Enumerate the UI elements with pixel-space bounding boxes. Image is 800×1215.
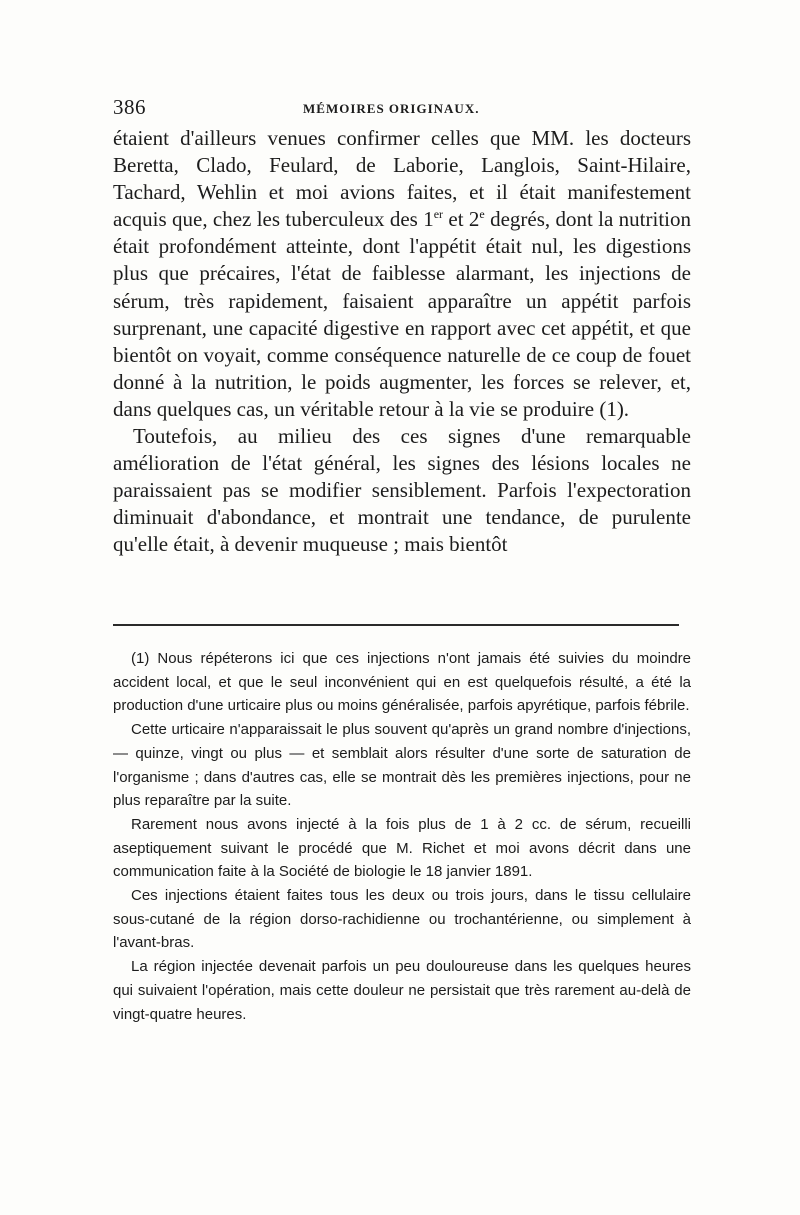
footnote-2: Cette urticaire n'apparaissait le plus souvent qu'après un grand nombre d'injections, — quinze, vingt ou plus — et semblait alors résulter d'une sorte de saturation de l'organisme ; dans d'autres cas, elle se montrait dès les premières injections, pour ne plus reparaître par la suite. [113, 721, 691, 810]
main-text [113, 125, 691, 559]
footnote-3: Rarement nous avons injecté à la fois plus de 1 à 2 cc. de sérum, recueilli aseptiquement suivant le procédé que M. Richet et moi avons décrit dans une communication faite à la Société de biologie le 18 janvier 1891. [113, 815, 691, 881]
p1-sup-e: e [479, 207, 485, 222]
body-paragraph-2: Toutefois, au milieu des ces signes d'une remarquable amélioration de l'état général, les signes des lésions locales ne paraissaient pas se modifier sensiblement. Parfois l'expectoration diminuait d'abondance, et montrait une tendance, de purulente qu'elle était, à devenir muqueuse ; mais bientôt [113, 424, 691, 557]
footnote-5: La région injectée devenait parfois un peu douloureuse dans les quelques heures qui suivaient l'opération, mais cette douleur ne persistait que très rarement au-delà de vingt-quatre heures. [113, 958, 691, 1023]
page-number: 386 [113, 95, 146, 119]
footnotes [113, 647, 691, 1026]
p1-text-a: étaient d'ailleurs venues confirmer celles que MM. les docteurs Beretta, Clado, Feulard, de Laborie, Langlois, Saint-Hilaire, Tachard, Wehlin et moi avions faites, et il était manifestement acquis que, chez les tuberculeux des 1 [113, 126, 691, 232]
journal-title: MÉMOIRES ORIGINAUX. [303, 101, 480, 116]
footnote-rule [113, 624, 679, 626]
footnote-4: Ces injections étaient faites tous les deux ou trois jours, dans le tissu cellulaire sous-cutané de la région dorso-rachidienne ou trochantérienne, ou simplement à l'avant-bras. [113, 887, 691, 952]
p1-text-c: degrés, dont la nutrition était profondément atteinte, dont l'appétit était nul, les digestions plus que précaires, l'état de faiblesse alarmant, les injections de sérum, très rapidement, faisaient apparaître un appétit parfois surprenant, une capacité digestive en rapport avec cet appétit, et que bientôt on voyait, comme conséquence naturelle de ce coup de fouet donné à la nutrition, le poids augmenter, les forces se relever, et, dans quelques cas, un véritable retour à la vie se produire (1). [113, 207, 691, 421]
p1-sup-er: er [433, 207, 444, 222]
footnote-1: (1) Nous répéterons ici que ces injections n'ont jamais été suivies du moindre accident local, et que le seul inconvénient qui en est quelquefois résulté, a été la production d'une urticaire plus ou moins généralisée, parfois apyrétique, parfois fébrile. [113, 650, 691, 715]
p1-text-b: et 2 [443, 207, 480, 232]
running-head [113, 95, 691, 123]
body-paragraph-1 [113, 125, 691, 423]
